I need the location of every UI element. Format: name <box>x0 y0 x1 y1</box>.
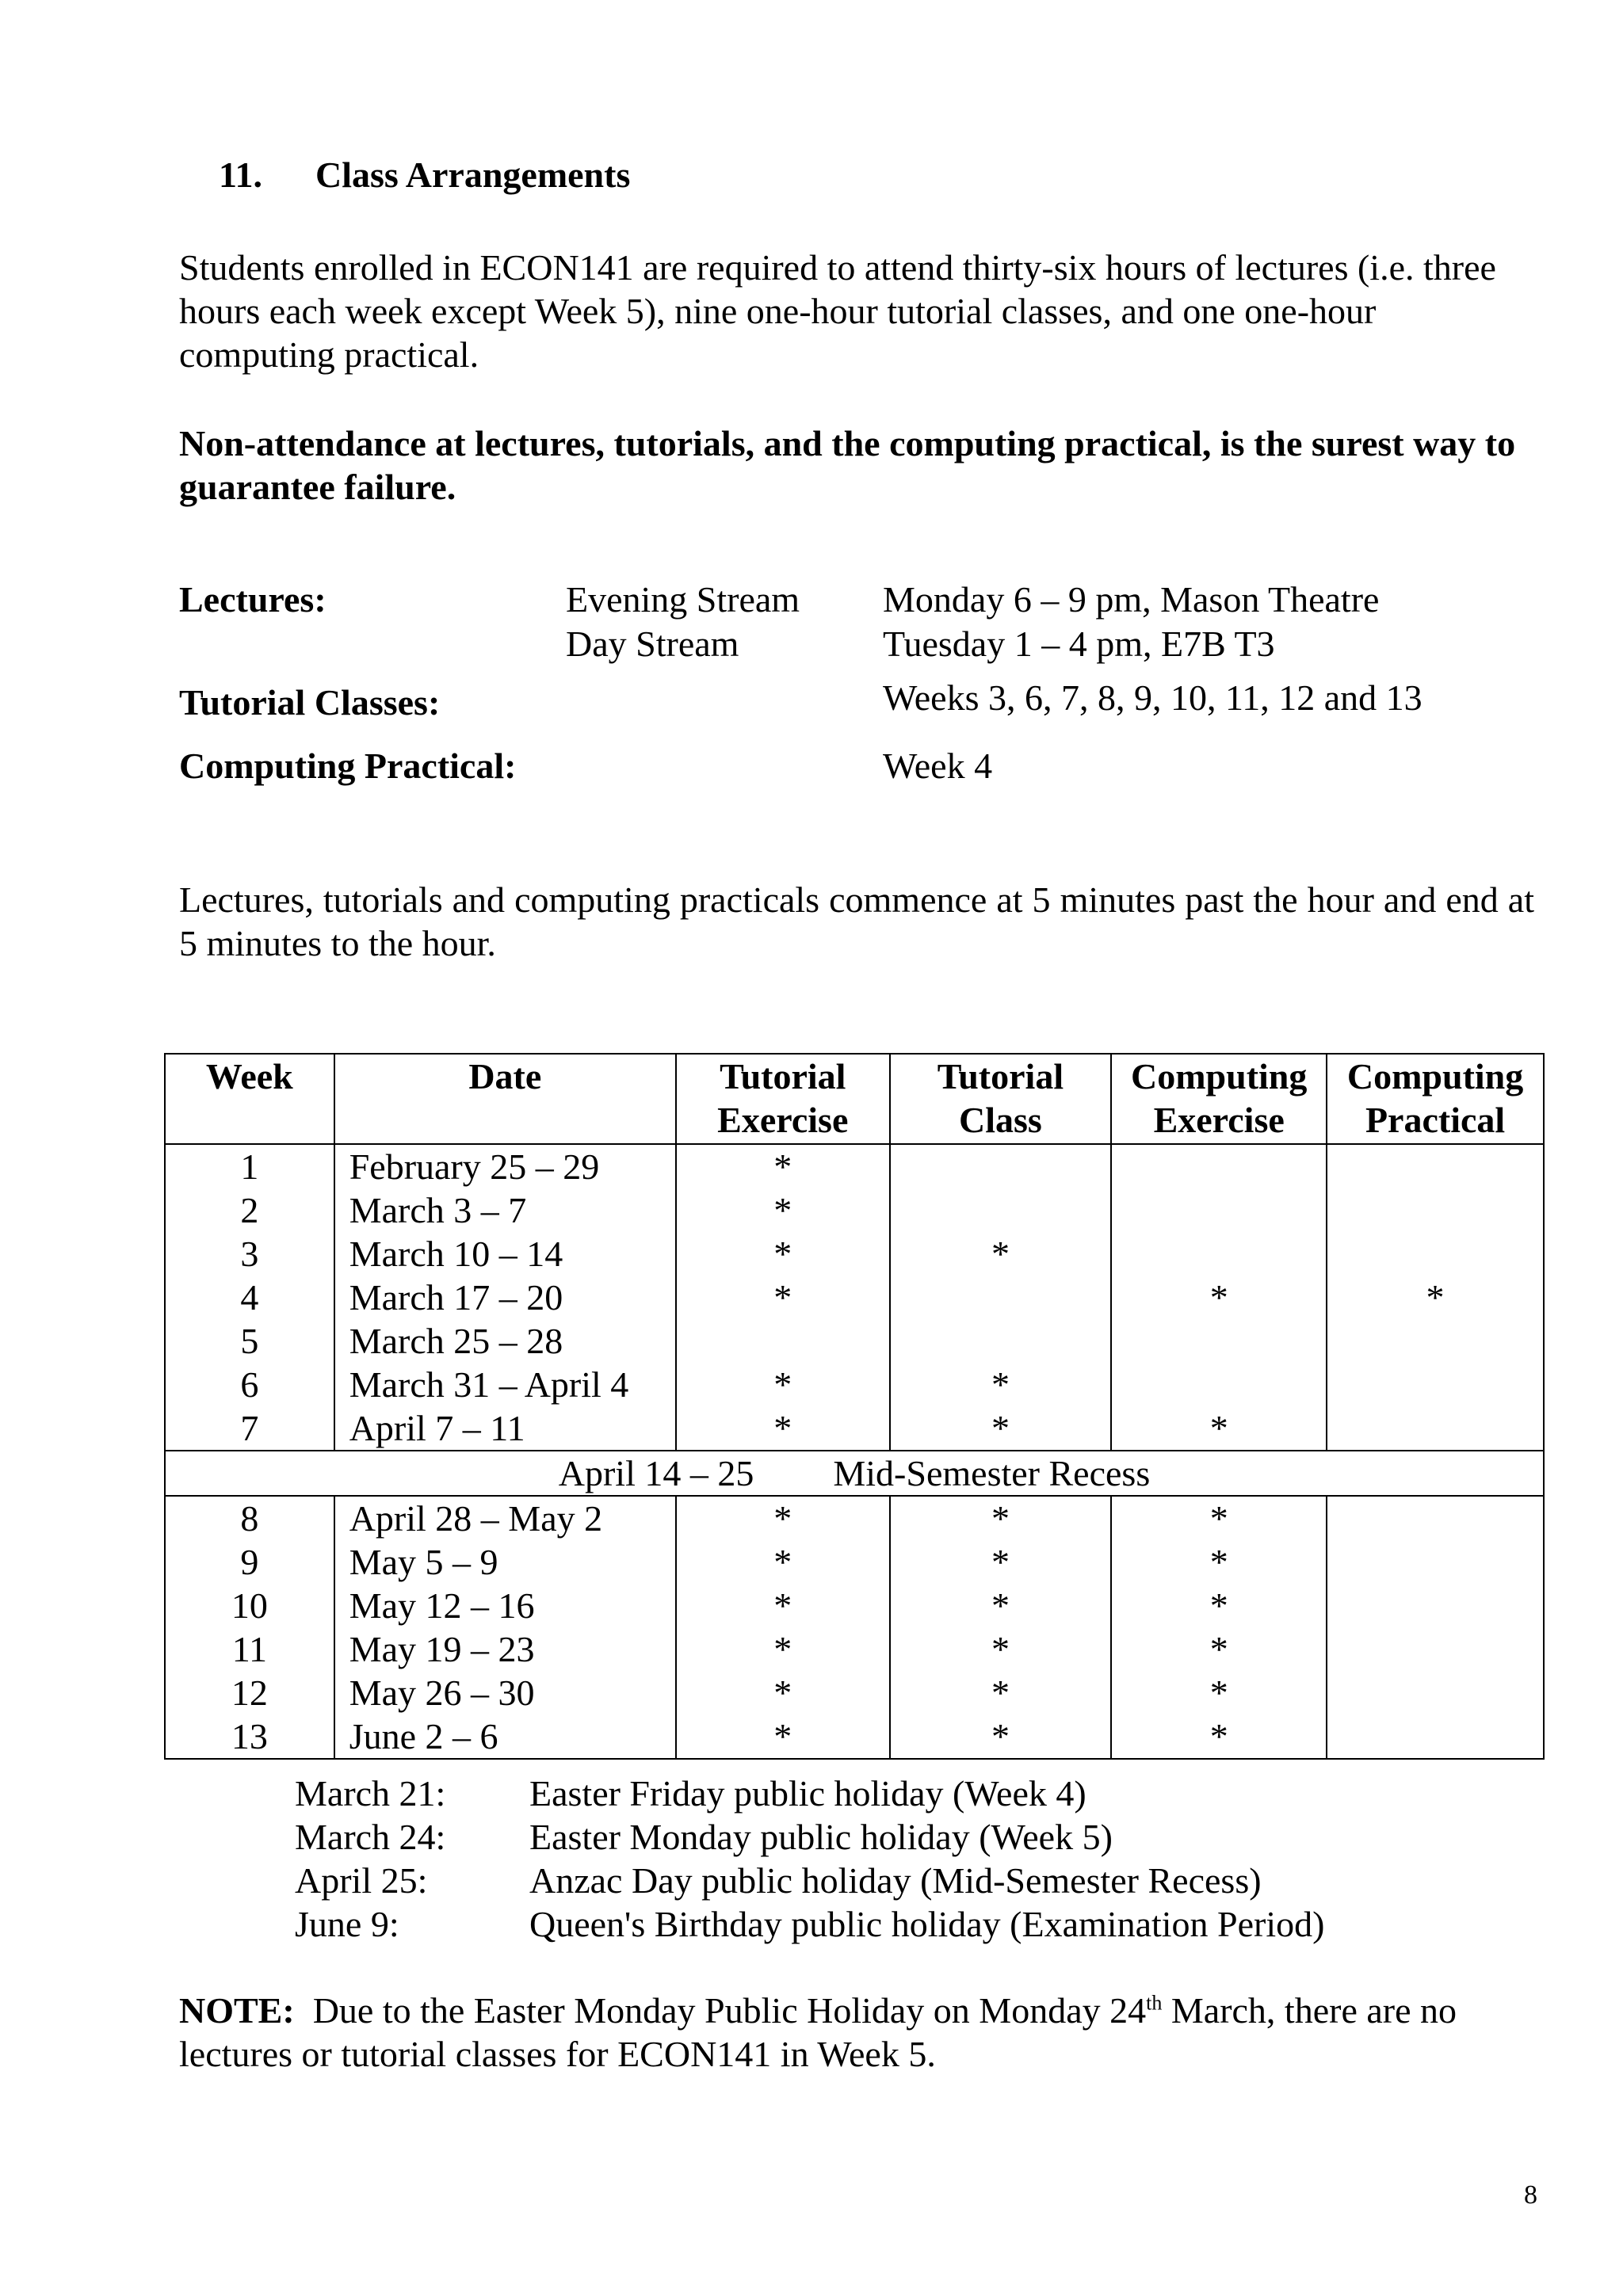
intro-paragraph: Students enrolled in ECON141 are required to attend thirty-six hours of lectures (i.e. three hours each week except Week 5), nine one-hour tutorial classes, and one one-hour computing practical. <box>179 247 1496 375</box>
timing-note: Lectures, tutorials and computing practicals commence at 5 minutes past the hour and end at 5 minutes to the hour. <box>179 879 1534 963</box>
header-computing-practical: Computing Practical <box>1327 1054 1544 1144</box>
cell-computing-exercise <box>1111 1363 1327 1406</box>
cell-computing-practical <box>1327 1188 1544 1232</box>
cell-week: 3 <box>165 1232 334 1276</box>
cell-computing-exercise: * <box>1111 1406 1327 1451</box>
cell-date: April 28 – May 2 <box>334 1496 676 1540</box>
cell-week: 5 <box>165 1319 334 1363</box>
cell-week: 12 <box>165 1671 334 1714</box>
cell-date: May 12 – 16 <box>334 1584 676 1627</box>
cell-tutorial-class: * <box>890 1714 1112 1759</box>
day-stream-time: Tuesday 1 – 4 pm, E7B T3 <box>883 624 1275 664</box>
cell-tutorial-exercise: * <box>676 1540 890 1584</box>
table-row <box>165 1584 1544 1627</box>
holiday-date: June 9: <box>295 1904 399 1944</box>
computing-practical-label: Computing Practical: <box>179 746 517 786</box>
cell-week: 9 <box>165 1540 334 1584</box>
cell-computing-exercise: * <box>1111 1496 1327 1540</box>
cell-computing-exercise: * <box>1111 1276 1327 1319</box>
warning-paragraph: Non-attendance at lectures, tutorials, and the computing practical, is the surest way to guarantee failure. <box>179 423 1516 507</box>
cell-tutorial-exercise: * <box>676 1232 890 1276</box>
cell-tutorial-class: * <box>890 1627 1112 1671</box>
cell-tutorial-exercise: * <box>676 1363 890 1406</box>
holiday-description: Anzac Day public holiday (Mid-Semester Recess) <box>529 1860 1262 1901</box>
cell-computing-practical <box>1327 1671 1544 1714</box>
cell-computing-practical <box>1327 1363 1544 1406</box>
holiday-date: March 24: <box>295 1817 446 1857</box>
table-row <box>165 1714 1544 1759</box>
cell-tutorial-class: * <box>890 1540 1112 1584</box>
holiday-item <box>295 1859 1262 1902</box>
cell-computing-practical <box>1327 1319 1544 1363</box>
cell-date: March 31 – April 4 <box>334 1363 676 1406</box>
cell-tutorial-class: * <box>890 1671 1112 1714</box>
cell-computing-practical <box>1327 1496 1544 1540</box>
holiday-date: March 21: <box>295 1773 446 1814</box>
recess-label: Mid-Semester Recess <box>833 1453 1151 1493</box>
tutorial-weeks: Weeks 3, 6, 7, 8, 9, 10, 11, 12 and 13 <box>883 677 1423 718</box>
holiday-date: April 25: <box>295 1860 428 1901</box>
note-text-after: March, there are no lectures or tutorial classes for ECON141 in Week 5. <box>179 1990 1457 2074</box>
cell-date: March 17 – 20 <box>334 1276 676 1319</box>
section-heading <box>219 154 630 196</box>
header-tutorial-exercise: Tutorial Exercise <box>676 1054 890 1144</box>
cell-computing-exercise <box>1111 1188 1327 1232</box>
cell-tutorial-exercise: * <box>676 1188 890 1232</box>
cell-date: April 7 – 11 <box>334 1406 676 1451</box>
cell-computing-exercise <box>1111 1232 1327 1276</box>
cell-date: February 25 – 29 <box>334 1144 676 1188</box>
table-header-row <box>165 1054 1544 1144</box>
cell-computing-practical <box>1327 1627 1544 1671</box>
holiday-item <box>295 1815 1113 1859</box>
table-row <box>165 1188 1544 1232</box>
cell-tutorial-exercise: * <box>676 1496 890 1540</box>
evening-stream-label: Evening Stream <box>566 579 800 620</box>
cell-date: June 2 – 6 <box>334 1714 676 1759</box>
lectures-label: Lectures: <box>179 579 327 620</box>
cell-date: March 10 – 14 <box>334 1232 676 1276</box>
cell-computing-exercise: * <box>1111 1584 1327 1627</box>
cell-tutorial-class <box>890 1276 1112 1319</box>
holiday-description: Easter Monday public holiday (Week 5) <box>529 1817 1113 1857</box>
day-stream-label: Day Stream <box>566 624 739 664</box>
computing-practical-week: Week 4 <box>883 746 993 786</box>
note-superscript: th <box>1146 1991 1163 2015</box>
cell-tutorial-class <box>890 1188 1112 1232</box>
cell-date: March 25 – 28 <box>334 1319 676 1363</box>
header-tutorial-class: Tutorial Class <box>890 1054 1112 1144</box>
cell-computing-exercise: * <box>1111 1540 1327 1584</box>
cell-tutorial-class <box>890 1319 1112 1363</box>
mid-semester-recess-row <box>165 1451 1544 1496</box>
cell-tutorial-class: * <box>890 1406 1112 1451</box>
weekly-schedule-table <box>164 1053 1545 1760</box>
cell-tutorial-exercise: * <box>676 1406 890 1451</box>
cell-week: 4 <box>165 1276 334 1319</box>
header-date: Date <box>334 1054 676 1144</box>
table-row <box>165 1319 1544 1363</box>
note-text-before: Due to the Easter Monday Public Holiday on Monday 24 <box>312 1990 1147 2031</box>
cell-date: March 3 – 7 <box>334 1188 676 1232</box>
holiday-item <box>295 1772 1086 1815</box>
cell-tutorial-exercise: * <box>676 1671 890 1714</box>
table-row <box>165 1406 1544 1451</box>
recess-dates: April 14 – 25 <box>558 1453 754 1493</box>
cell-tutorial-exercise: * <box>676 1144 890 1188</box>
cell-computing-exercise: * <box>1111 1671 1327 1714</box>
cell-week: 1 <box>165 1144 334 1188</box>
recess-cell <box>165 1451 1544 1496</box>
header-week: Week <box>165 1054 334 1144</box>
cell-week: 7 <box>165 1406 334 1451</box>
section-number: 11. <box>219 154 262 195</box>
cell-week: 10 <box>165 1584 334 1627</box>
table-row <box>165 1496 1544 1540</box>
holiday-description: Easter Friday public holiday (Week 4) <box>529 1773 1086 1814</box>
cell-computing-practical <box>1327 1540 1544 1584</box>
cell-tutorial-exercise: * <box>676 1627 890 1671</box>
cell-date: May 5 – 9 <box>334 1540 676 1584</box>
cell-week: 8 <box>165 1496 334 1540</box>
page-number: 8 <box>1524 2180 1537 2210</box>
cell-computing-practical <box>1327 1406 1544 1451</box>
cell-computing-practical: * <box>1327 1276 1544 1319</box>
cell-week: 6 <box>165 1363 334 1406</box>
cell-tutorial-class: * <box>890 1232 1112 1276</box>
cell-week: 2 <box>165 1188 334 1232</box>
cell-computing-exercise <box>1111 1319 1327 1363</box>
cell-computing-exercise: * <box>1111 1627 1327 1671</box>
cell-date: May 26 – 30 <box>334 1671 676 1714</box>
cell-tutorial-exercise <box>676 1319 890 1363</box>
tutorial-classes-label: Tutorial Classes: <box>179 682 441 723</box>
table-row <box>165 1144 1544 1188</box>
table-row <box>165 1232 1544 1276</box>
evening-stream-time: Monday 6 – 9 pm, Mason Theatre <box>883 579 1380 620</box>
cell-tutorial-class: * <box>890 1363 1112 1406</box>
table-row <box>165 1540 1544 1584</box>
cell-week: 13 <box>165 1714 334 1759</box>
cell-computing-exercise <box>1111 1144 1327 1188</box>
table-row <box>165 1276 1544 1319</box>
note-paragraph <box>179 1989 1534 2076</box>
cell-week: 11 <box>165 1627 334 1671</box>
cell-tutorial-class <box>890 1144 1112 1188</box>
section-title: Class Arrangements <box>315 154 631 195</box>
cell-computing-practical <box>1327 1714 1544 1759</box>
cell-tutorial-exercise: * <box>676 1584 890 1627</box>
cell-computing-exercise: * <box>1111 1714 1327 1759</box>
cell-date: May 19 – 23 <box>334 1627 676 1671</box>
cell-tutorial-exercise: * <box>676 1714 890 1759</box>
cell-tutorial-class: * <box>890 1584 1112 1627</box>
holiday-item <box>295 1902 1324 1946</box>
cell-tutorial-class: * <box>890 1496 1112 1540</box>
table-row <box>165 1363 1544 1406</box>
holiday-description: Queen's Birthday public holiday (Examination Period) <box>529 1904 1325 1944</box>
note-label: NOTE: <box>179 1990 295 2031</box>
cell-computing-practical <box>1327 1584 1544 1627</box>
table-row <box>165 1671 1544 1714</box>
table-row <box>165 1627 1544 1671</box>
cell-computing-practical <box>1327 1232 1544 1276</box>
header-computing-exercise: Computing Exercise <box>1111 1054 1327 1144</box>
cell-computing-practical <box>1327 1144 1544 1188</box>
cell-tutorial-exercise: * <box>676 1276 890 1319</box>
